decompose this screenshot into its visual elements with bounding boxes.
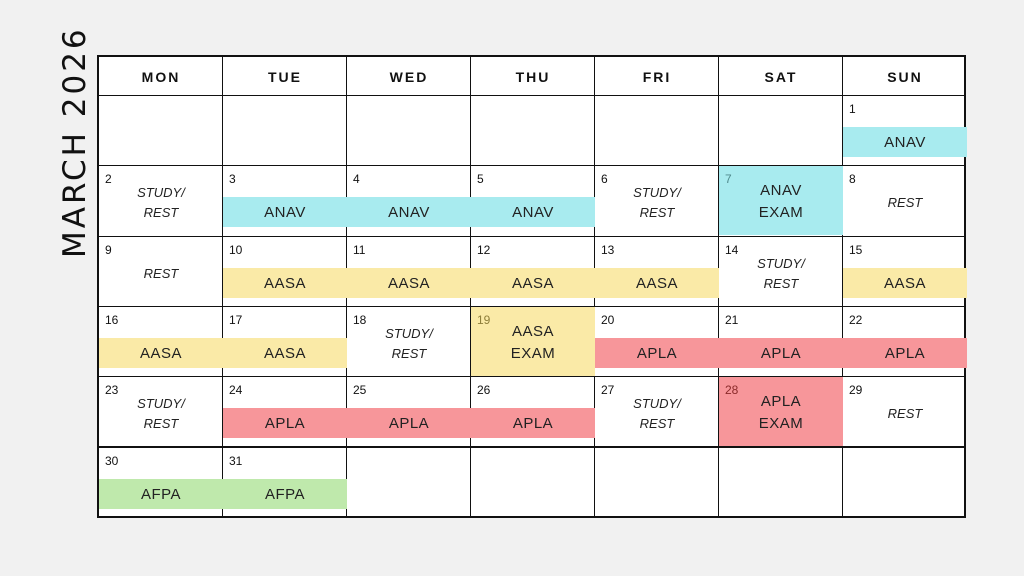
exam-label: ANAV EXAM xyxy=(758,182,804,221)
day-number: 17 xyxy=(229,313,243,327)
rest-note: REST xyxy=(887,195,923,210)
weekday-header-mon: MON xyxy=(141,68,181,85)
day-number: 7 xyxy=(725,172,732,186)
day-cell-21[interactable] xyxy=(719,307,843,377)
day-number: 10 xyxy=(229,243,243,257)
day-cell-3[interactable] xyxy=(223,166,347,236)
subject-bar-aasa: AASA xyxy=(347,268,471,298)
day-number: 14 xyxy=(725,243,739,257)
day-cell-25[interactable] xyxy=(347,377,471,447)
day-number: 2 xyxy=(105,172,112,186)
weekday-header-sun: SUN xyxy=(887,68,923,85)
day-number: 29 xyxy=(849,383,863,397)
day-number: 21 xyxy=(725,313,739,327)
day-number: 15 xyxy=(849,243,863,257)
weekday-header-fri: FRI xyxy=(642,68,672,85)
day-number: 18 xyxy=(353,313,367,327)
day-cell-1[interactable] xyxy=(843,96,967,166)
day-cell-30[interactable] xyxy=(99,448,223,518)
day-number: 26 xyxy=(477,383,491,397)
day-number: 11 xyxy=(353,243,366,257)
day-cell-6[interactable] xyxy=(595,166,719,236)
day-cell-13[interactable] xyxy=(595,237,719,307)
day-cell-14[interactable] xyxy=(719,237,843,307)
day-number: 25 xyxy=(353,383,367,397)
exam-label: AASA EXAM xyxy=(510,323,556,362)
day-number: 4 xyxy=(353,172,360,186)
study-rest-note: STUDY/ REST xyxy=(137,185,185,220)
subject-bar-afpa: AFPA xyxy=(99,479,223,509)
subject-bar-aasa: AASA xyxy=(595,268,719,298)
empty-day-cell[interactable] xyxy=(595,96,719,166)
day-cell-9[interactable] xyxy=(99,237,223,307)
day-number: 27 xyxy=(601,383,615,397)
subject-bar-apla: APLA xyxy=(347,408,471,438)
day-number: 3 xyxy=(229,172,236,186)
day-cell-17[interactable] xyxy=(223,307,347,377)
subject-bar-apla: APLA xyxy=(719,338,843,368)
empty-day-cell[interactable] xyxy=(347,448,471,518)
day-cell-12[interactable] xyxy=(471,237,595,307)
day-cell-26[interactable] xyxy=(471,377,595,447)
day-cell-10[interactable] xyxy=(223,237,347,307)
empty-day-cell[interactable] xyxy=(347,96,471,166)
day-cell-22[interactable] xyxy=(843,307,967,377)
day-number: 22 xyxy=(849,313,863,327)
day-cell-15[interactable] xyxy=(843,237,967,307)
day-cell-28[interactable] xyxy=(719,377,843,446)
subject-bar-aasa: AASA xyxy=(471,268,595,298)
day-cell-4[interactable] xyxy=(347,166,471,236)
study-rest-note: STUDY/ REST xyxy=(385,326,433,361)
day-number: 16 xyxy=(105,313,119,327)
subject-bar-aasa: AASA xyxy=(99,338,223,368)
subject-bar-aasa: AASA xyxy=(223,268,347,298)
weekday-header-thu: THU xyxy=(515,68,551,85)
study-rest-note: STUDY/ REST xyxy=(633,396,681,431)
month-title: MARCH 2026 xyxy=(57,26,93,258)
day-cell-19[interactable] xyxy=(471,307,595,376)
day-cell-27[interactable] xyxy=(595,377,719,447)
calendar-grid xyxy=(97,55,966,518)
subject-bar-apla: APLA xyxy=(595,338,719,368)
day-cell-31[interactable] xyxy=(223,448,347,518)
study-rest-note: STUDY/ REST xyxy=(633,185,681,220)
day-cell-2[interactable] xyxy=(99,166,223,236)
day-cell-5[interactable] xyxy=(471,166,595,236)
day-number: 5 xyxy=(477,172,484,186)
day-cell-7[interactable] xyxy=(719,166,843,235)
exam-label: APLA EXAM xyxy=(758,393,804,432)
subject-bar-afpa: AFPA xyxy=(223,479,347,509)
empty-day-cell[interactable] xyxy=(223,96,347,166)
subject-bar-anav: ANAV xyxy=(223,197,347,227)
study-rest-note: STUDY/ REST xyxy=(757,256,805,291)
weekday-header-wed: WED xyxy=(389,68,429,85)
day-number: 30 xyxy=(105,454,119,468)
day-cell-23[interactable] xyxy=(99,377,223,447)
day-cell-8[interactable] xyxy=(843,166,967,236)
day-cell-16[interactable] xyxy=(99,307,223,377)
subject-bar-apla: APLA xyxy=(223,408,347,438)
empty-day-cell[interactable] xyxy=(719,448,843,518)
subject-bar-aasa: AASA xyxy=(843,268,967,298)
day-cell-20[interactable] xyxy=(595,307,719,377)
rest-note: REST xyxy=(887,406,923,421)
day-number: 31 xyxy=(229,454,243,468)
day-number: 12 xyxy=(477,243,491,257)
weekday-header-sat: SAT xyxy=(764,68,798,85)
day-cell-18[interactable] xyxy=(347,307,471,377)
day-number: 13 xyxy=(601,243,615,257)
subject-bar-anav: ANAV xyxy=(843,127,967,157)
day-cell-11[interactable] xyxy=(347,237,471,307)
day-number: 8 xyxy=(849,172,856,186)
day-cell-29[interactable] xyxy=(843,377,967,447)
rest-note: REST xyxy=(143,266,179,281)
day-number: 1 xyxy=(849,102,856,116)
subject-bar-aasa: AASA xyxy=(223,338,347,368)
study-rest-note: STUDY/ REST xyxy=(137,396,185,431)
day-number: 28 xyxy=(725,383,739,397)
empty-day-cell[interactable] xyxy=(471,96,595,166)
empty-day-cell[interactable] xyxy=(719,96,843,166)
empty-day-cell[interactable] xyxy=(99,96,223,166)
empty-day-cell[interactable] xyxy=(595,448,719,518)
empty-day-cell[interactable] xyxy=(471,448,595,518)
day-number: 6 xyxy=(601,172,608,186)
day-number: 9 xyxy=(105,243,112,257)
subject-bar-apla: APLA xyxy=(471,408,595,438)
subject-bar-apla: APLA xyxy=(843,338,967,368)
day-number: 24 xyxy=(229,383,243,397)
day-number: 19 xyxy=(477,313,491,327)
day-number: 20 xyxy=(601,313,615,327)
empty-day-cell[interactable] xyxy=(843,448,967,518)
day-cell-24[interactable] xyxy=(223,377,347,447)
subject-bar-anav: ANAV xyxy=(347,197,471,227)
weekday-header-tue: TUE xyxy=(268,68,302,85)
subject-bar-anav: ANAV xyxy=(471,197,595,227)
day-number: 23 xyxy=(105,383,119,397)
